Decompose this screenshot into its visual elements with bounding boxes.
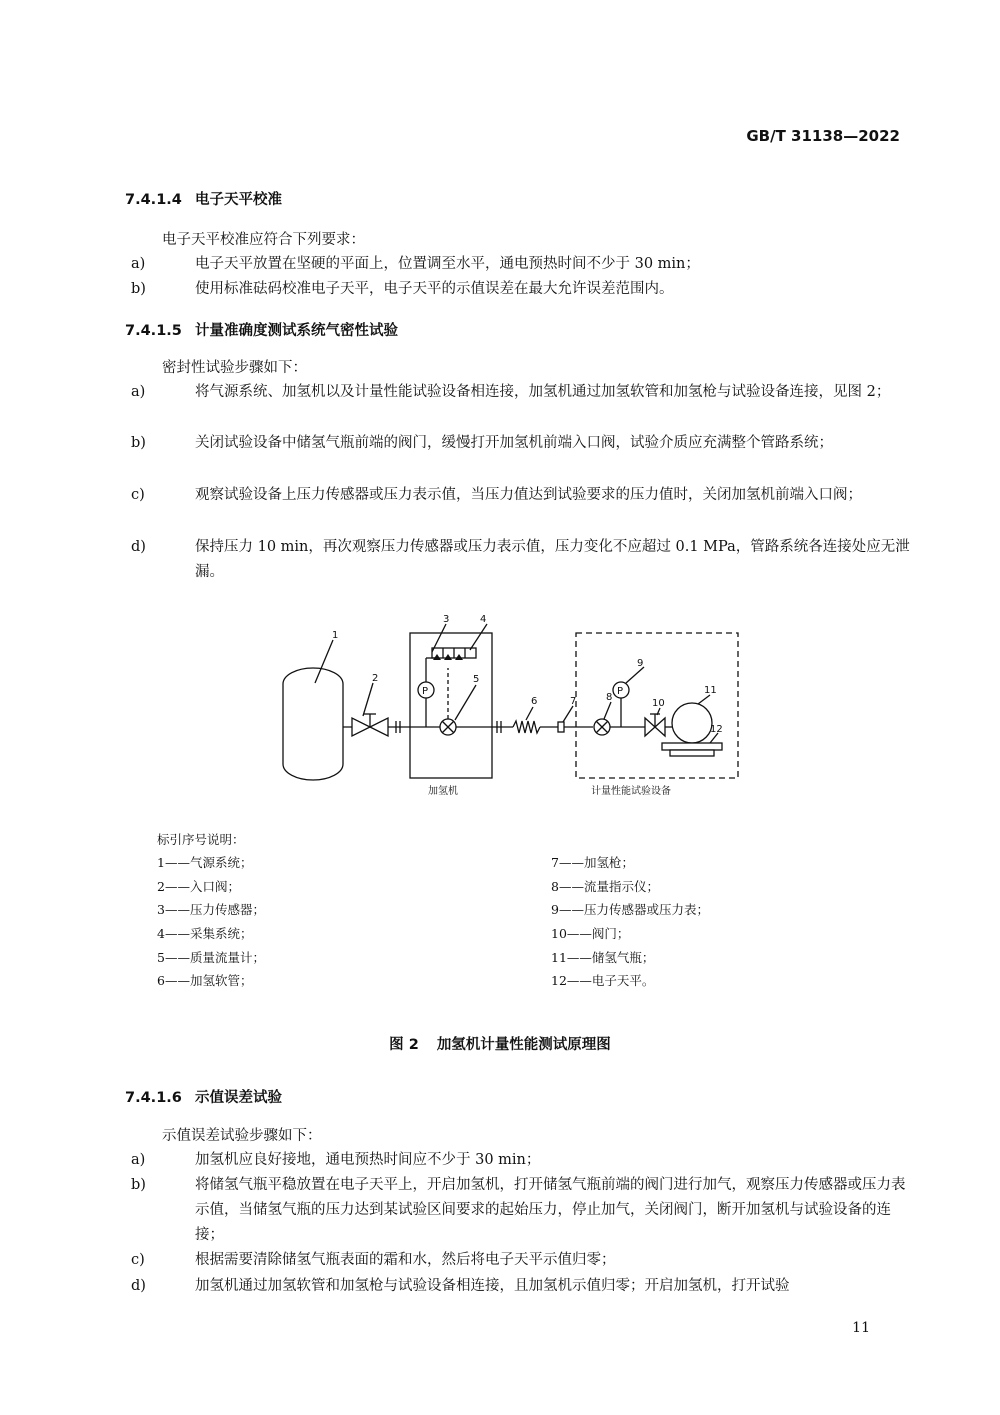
- legend-title: 标引序号说明：: [157, 832, 245, 847]
- list-item: [131, 1173, 911, 1248]
- legend-entry: 7——加氢枪；: [551, 855, 634, 870]
- list-item-text: 保持压力 10 min，再次观察压力传感器或压力表示值，压力变化不应超过 0.1 MPa，管路系统各连接处应无泄漏。: [195, 539, 910, 580]
- list-item-text: 电子天平放置在坚硬的平面上，位置调至水平，通电预热时间不少于 30 min；: [195, 256, 700, 272]
- label-7: 7: [570, 696, 577, 707]
- list-item-letter: a): [131, 1152, 146, 1168]
- list-item: [131, 252, 911, 277]
- nozzle: [558, 722, 564, 732]
- section-number: 7.4.1.4: [125, 192, 182, 208]
- list-item-text: 根据需要清除储氢气瓶表面的霜和水，然后将电子天平示值归零；: [195, 1252, 616, 1268]
- pressure-symbol: P: [422, 686, 429, 697]
- list-item-text: 将储氢气瓶平稳放置在电子天平上，开启加氢机，打开储氢气瓶前端的阀门进行加气，观察压力传感器或压力表示值，当储氢气瓶的压力达到某试验区间要求的起始压力，停止加气，关闭阀门，断开加氢机与试验设备的连接；: [195, 1177, 906, 1243]
- dispenser-test-diagram: [0, 600, 1000, 820]
- standard-number: GB/T 31138—2022: [746, 127, 900, 145]
- list-item: [131, 431, 911, 456]
- list-item: [131, 1274, 911, 1299]
- legend-entry: 11——储氢气瓶；: [551, 949, 655, 965]
- pressure-symbol: P: [617, 686, 624, 697]
- list-item-letter: a): [131, 256, 146, 272]
- label-8: 8: [606, 692, 613, 703]
- list-item-text: 观察试验设备上压力传感器或压力表示值，当压力值达到试验要求的压力值时，关闭加氢机前端入口阀；: [195, 487, 862, 503]
- list-item-text: 加氢机通过加氢软管和加氢枪与试验设备相连接，且加氢机示值归零；开启加氢机，打开试验: [195, 1278, 790, 1294]
- label-6: 6: [531, 696, 538, 707]
- legend-entry: 6——加氢软管；: [157, 973, 253, 989]
- hydrogen-cylinder: [672, 703, 712, 743]
- list-item: [131, 483, 911, 508]
- list-item-letter: b): [131, 281, 146, 297]
- list-item-text: 使用标准砝码校准电子天平，电子天平的示值误差在最大允许误差范围内。: [195, 281, 674, 297]
- legend-entry: 12——电子天平。: [551, 973, 655, 989]
- list-item: [131, 380, 911, 405]
- list-item-letter: b): [131, 435, 146, 451]
- figure-title: 加氢机计量性能测试原理图: [436, 1037, 611, 1053]
- label-3: 3: [443, 614, 450, 625]
- list-item: [131, 277, 911, 302]
- test-equipment-label: 计量性能试验设备: [591, 786, 671, 797]
- dispenser-label: 加氢机: [428, 786, 458, 797]
- section-intro: 示值误差试验步骤如下：: [162, 1128, 322, 1144]
- gas-source-tank: [283, 668, 343, 780]
- list-item: [131, 1248, 911, 1273]
- section-title: 示值误差试验: [195, 1090, 282, 1106]
- legend-entry: 8——流量指示仪；: [551, 878, 659, 894]
- label-10: 10: [652, 698, 665, 709]
- label-5: 5: [473, 674, 480, 685]
- list-item-letter: c): [131, 1252, 145, 1268]
- test-valve: [645, 718, 655, 736]
- label-11: 11: [704, 685, 717, 696]
- list-item-text: 关闭试验设备中储氢气瓶前端的阀门，缓慢打开加氢机前端入口阀，试验介质应充满整个管路系统；: [195, 435, 833, 451]
- section-number: 7.4.1.5: [125, 323, 182, 339]
- section-heading-7414: [125, 188, 282, 209]
- legend-right: [551, 853, 709, 995]
- section-title: 计量准确度测试系统气密性试验: [195, 323, 398, 339]
- figure-caption: [0, 1033, 1000, 1054]
- legend-left: [157, 853, 265, 995]
- list-item: [131, 535, 911, 585]
- page-number: 11: [852, 1320, 870, 1336]
- legend-entry: 3——压力传感器；: [157, 902, 265, 918]
- section-heading-7416: [125, 1086, 282, 1107]
- legend-entry: 5——质量流量计；: [157, 949, 265, 965]
- section-heading-7415: [125, 319, 398, 340]
- label-9: 9: [637, 658, 644, 669]
- list-item-letter: c): [131, 487, 145, 503]
- section-intro: 密封性试验步骤如下：: [162, 360, 307, 376]
- hydrogen-hose: [513, 721, 540, 733]
- list-item-text: 加氢机应良好接地，通电预热时间应不少于 30 min；: [195, 1152, 541, 1168]
- legend-entry: 2——入口阀；: [157, 878, 240, 894]
- legend-entry: 9——压力传感器或压力表；: [551, 902, 709, 918]
- list-item-text: 将气源系统、加氢机以及计量性能试验设备相连接，加氢机通过加氢软管和加氢枪与试验设备连接，见图 2；: [195, 384, 891, 400]
- figure-number: 图 2: [389, 1037, 419, 1053]
- legend-entry: 1——气源系统；: [157, 855, 253, 870]
- legend-entry: 4——采集系统；: [157, 926, 253, 942]
- list-item-letter: b): [131, 1177, 146, 1193]
- label-12: 12: [710, 724, 723, 735]
- section-intro: 电子天平校准应符合下列要求：: [162, 232, 365, 248]
- label-1: 1: [332, 630, 339, 641]
- legend-entry: 10——阀门；: [551, 926, 630, 942]
- inlet-valve: [352, 718, 370, 736]
- label-2: 2: [372, 673, 379, 684]
- list-item-letter: d): [131, 1278, 146, 1294]
- list-item-letter: a): [131, 384, 146, 400]
- electronic-balance: [662, 743, 722, 750]
- label-4: 4: [480, 614, 487, 625]
- section-title: 电子天平校准: [195, 192, 282, 208]
- section-number: 7.4.1.6: [125, 1090, 182, 1106]
- list-item-letter: d): [131, 539, 146, 555]
- list-item: [131, 1148, 911, 1173]
